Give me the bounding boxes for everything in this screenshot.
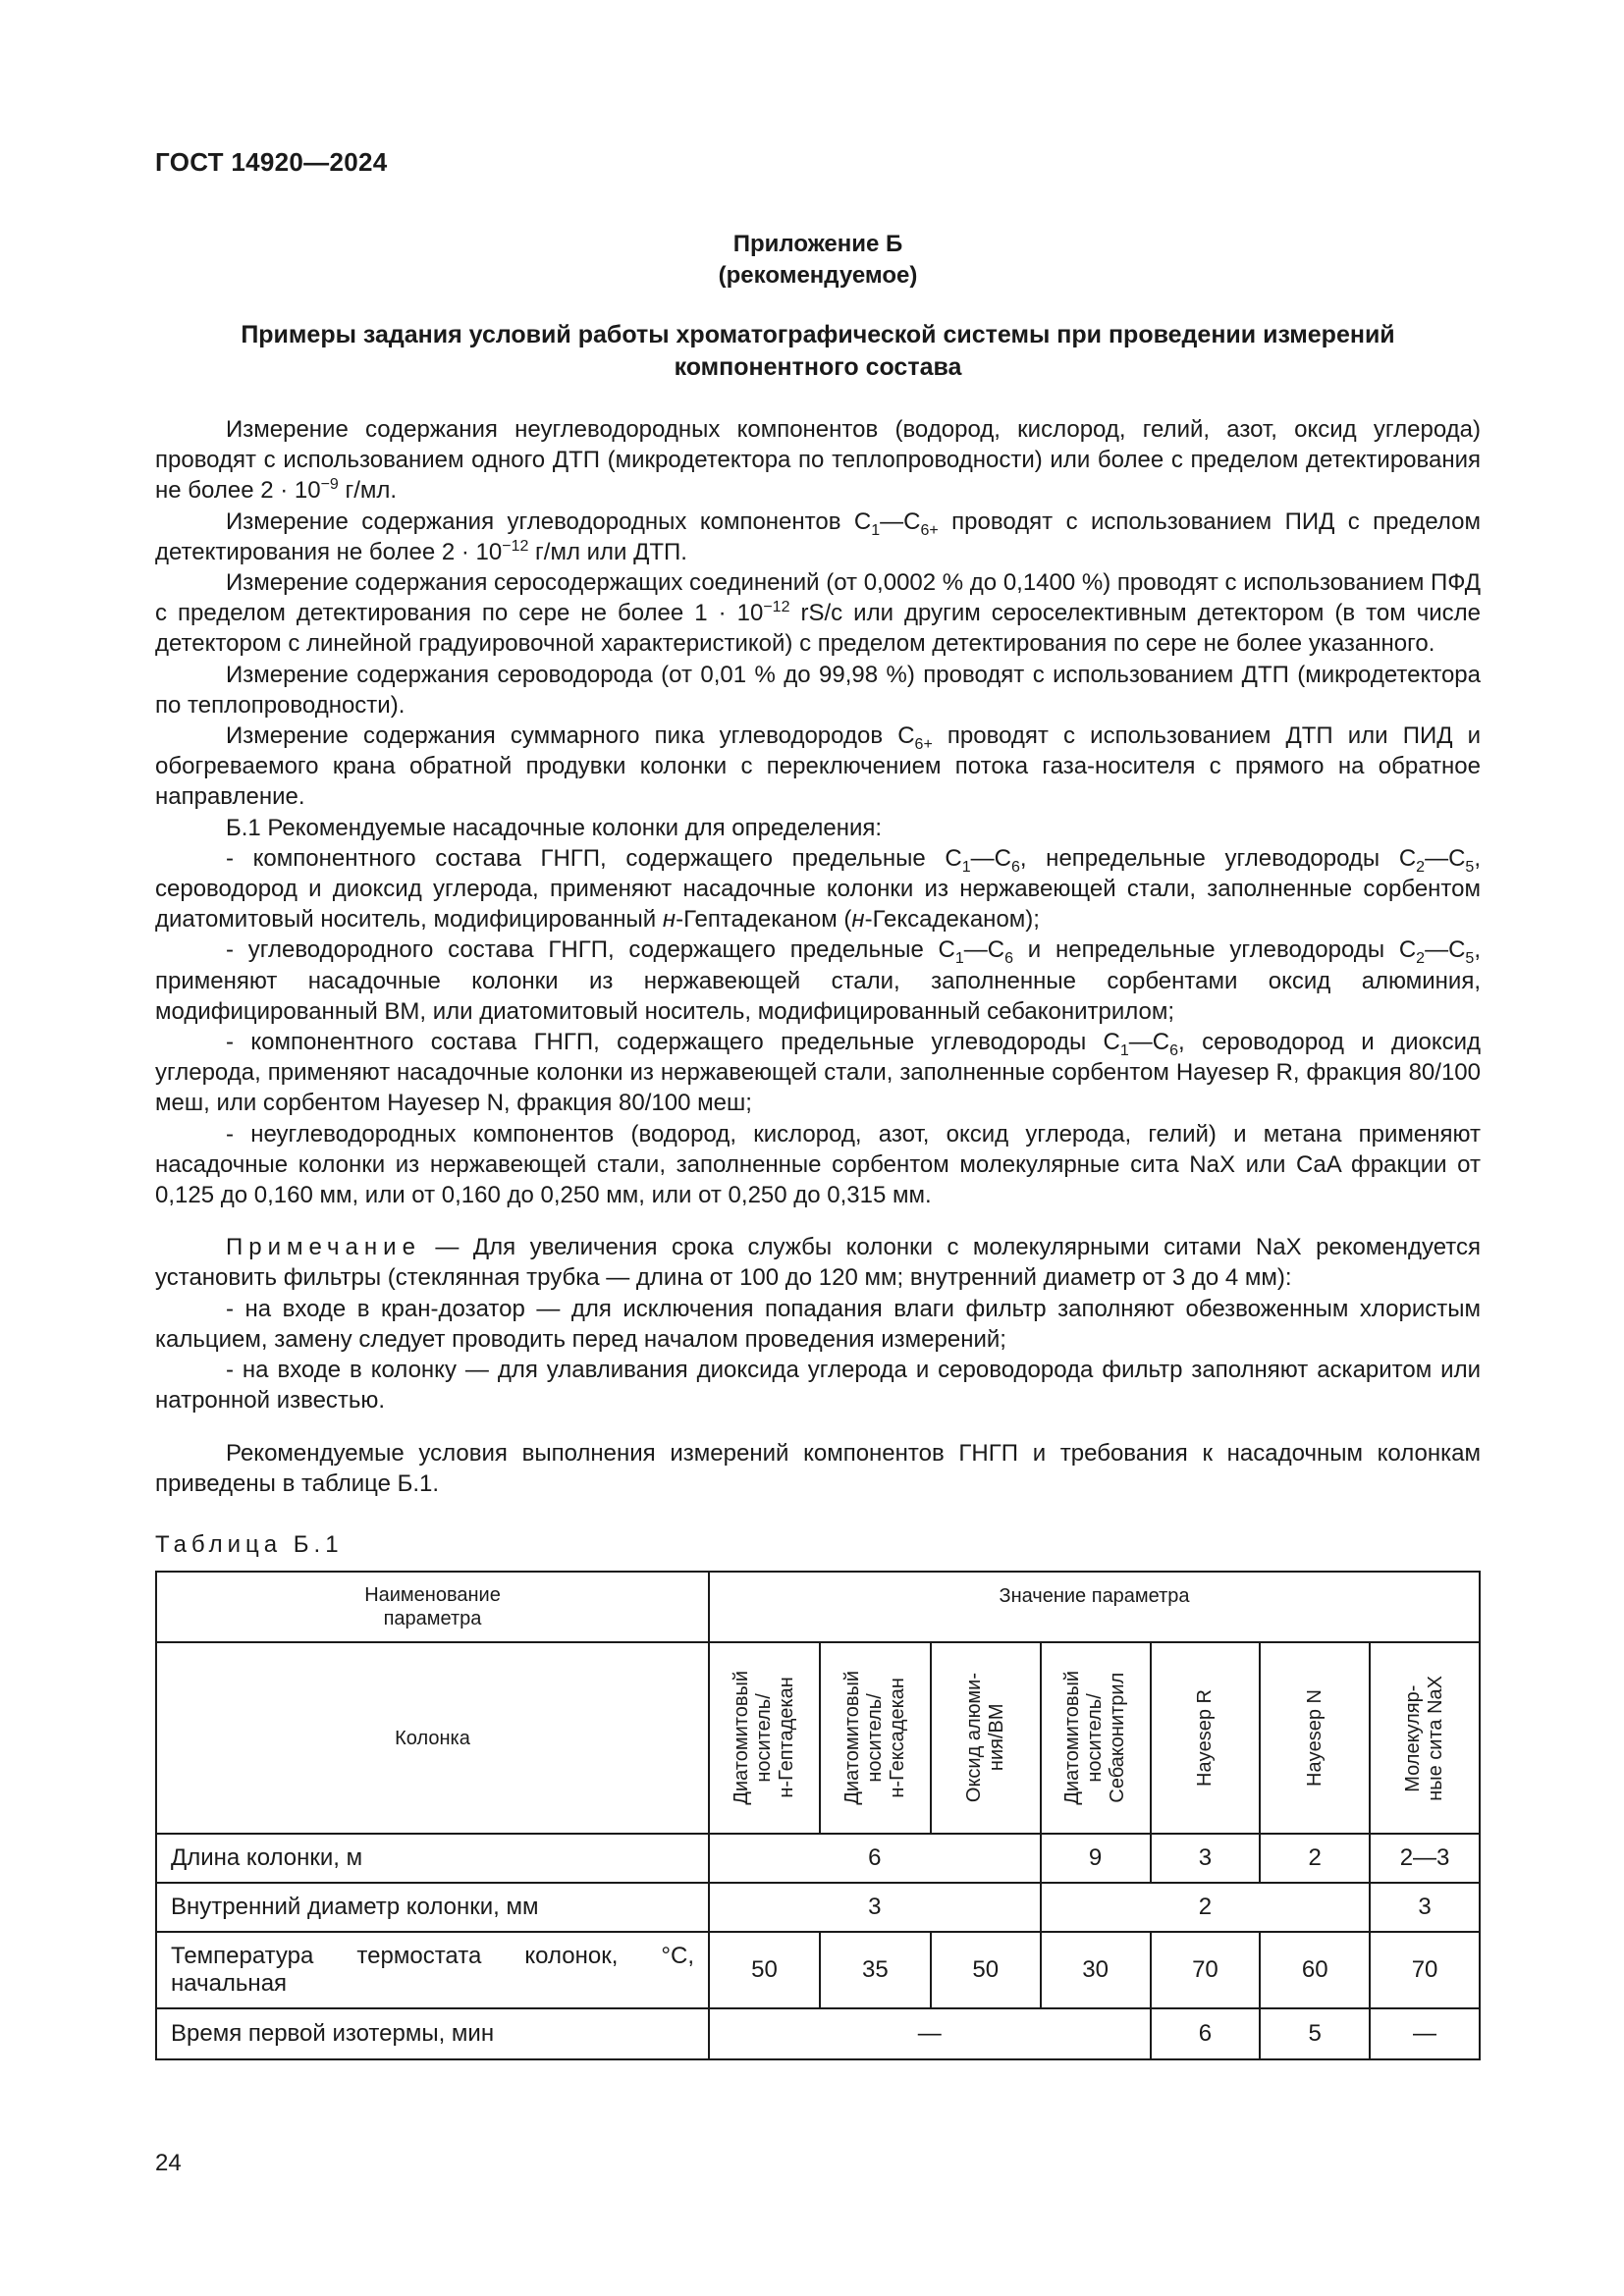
column-header: Молекуляр- ные сита NaX <box>1370 1642 1480 1834</box>
row-label: Внутренний диаметр колонки, мм <box>156 1883 709 1932</box>
cell: 3 <box>1370 1883 1480 1932</box>
paragraph: Измерение содержания суммарного пика углеводородов $С_{6+}$ проводят с использованием ДТП или ПИД и обогреваемого крана обратной продувки колонки с переключением потока газа-носителя с прямого на обратное направление. <box>155 722 1482 811</box>
cell: 3 <box>1151 1834 1261 1883</box>
row-label: Температура термостата колонок, °С, начальная <box>156 1932 709 2008</box>
paragraph: Измерение содержания серосодержащих соединений (от 0,0002 % до 0,1400 %) проводят с использованием ПФД с пределом детектирования по сере не более $1 \cdot 10^{-12}$ rS/c или другим сероселективным детектором (в том числе детектором с линейной градуировочной характеристикой) с пределом детектирования по сере не более указанного. <box>155 569 1481 658</box>
cell: 2—3 <box>1370 1834 1480 1883</box>
cell: 60 <box>1260 1932 1370 2008</box>
section-title <box>155 319 1481 384</box>
column-header: Hayesep R <box>1151 1642 1261 1834</box>
cell: 50 <box>709 1932 820 2008</box>
paragraph: Измерение содержания углеводородных компонентов $С_1—С_{6+}$ проводят с использованием ПИД с пределом детектирования не более $2 \cdot 10^{-12}$ г/мл или ДТП. <box>155 507 1482 565</box>
header-column: Колонка <box>156 1642 709 1834</box>
list-item: - компонентного состава ГНГП, содержащего предельные углеводороды $С_1—С_6$, сероводород и диоксид углерода, применяют насадочные колонки из нержавеющей стали, заполненные сорбентом Hayesep R, фракция 80/100 меш, или сорбентом Hayesep N, фракция 80/100 меш; <box>155 1029 1481 1117</box>
cell: 5 <box>1260 2008 1370 2059</box>
cell: 70 <box>1151 1932 1261 2008</box>
table-row <box>156 1834 1480 1883</box>
table-columns-row <box>156 1642 1480 1834</box>
note-label: Примечание <box>226 1234 421 1261</box>
column-header: Диатомитовый носитель/ Себаконитрил <box>1041 1642 1151 1834</box>
table-caption: Таблица Б.1 <box>155 1531 344 1558</box>
paragraph: Рекомендуемые условия выполнения измерений компонентов ГНГП и требования к насадочным колонкам приведены в таблице Б.1. <box>155 1439 1481 1497</box>
list-item: - неуглеводородных компонентов (водород, кислород, азот, оксид углерода, гелий) и метана применяют насадочные колонки из нержавеющей стали, заполненные сорбентом молекулярные сита NaX или CaA фракции от 0,125 до 0,160 мм, или от 0,160 до 0,250 мм, или от 0,250 до 0,315 мм. <box>155 1120 1481 1209</box>
table-row <box>156 2008 1480 2059</box>
list-item: - компонентного состава ГНГП, содержащего предельные $С_1—С_6$, непредельные углеводороды $С_2—С_5$, сероводород и диоксид углерода, применяют насадочные колонки из нержавеющей стали, заполненные сорбентом диатомитовый носитель, модифицированный н-Гептадеканом (н-Гексадеканом); <box>155 844 1481 934</box>
note-list-item: - на входе в кран-дозатор — для исключения попадания влаги фильтр заполняют обезвоженным хлористым кальцием, замену следует проводить перед началом проведения измерений; <box>155 1295 1481 1353</box>
cell: 6 <box>1151 2008 1261 2059</box>
cell: 2 <box>1041 1883 1370 1932</box>
parameters-table <box>155 1571 1481 2060</box>
appendix-status: (рекомендуемое) <box>718 262 918 289</box>
cell: 6 <box>709 1834 1041 1883</box>
cell: 70 <box>1370 1932 1480 2008</box>
paragraph: Измерение содержания неуглеводородных компонентов (водород, кислород, гелий, азот, оксид углерода) проводят с использованием одного ДТП (микродетектора по теплопроводности) или более с пределом детектирования не более $2 \cdot 10^{-9}$ г/мл. <box>155 416 1481 505</box>
header-parameter-name: Наименование параметра <box>156 1572 709 1642</box>
note-list-item: - на входе в колонку — для улавливания диоксида углерода и сероводорода фильтр заполняют аскаритом или натронной известью. <box>155 1357 1481 1415</box>
section-title-line2: компонентного состава <box>674 353 962 381</box>
cell: — <box>709 2008 1151 2059</box>
appendix-title: Приложение Б <box>732 231 903 257</box>
clause-b1: Б.1 Рекомендуемые насадочные колонки для определения: <box>226 814 883 841</box>
cell: 3 <box>709 1883 1041 1932</box>
paragraph: Измерение содержания сероводорода (от 0,01 % до 99,98 %) проводят с использованием ДТП (микродетектора по теплопроводности). <box>155 661 1481 719</box>
table-row <box>156 1932 1480 2008</box>
page-number: 24 <box>155 2150 182 2176</box>
column-header: Диатомитовый носитель/ н-Гептадекан <box>709 1642 820 1834</box>
note: Примечание — Для увеличения срока службы колонки с молекулярными ситами NaX рекомендуется установить фильтры (стеклянная трубка — длина от 100 до 120 мм; внутренний диаметр от 3 до 4 мм): <box>155 1234 1481 1292</box>
column-header: Hayesep N <box>1260 1642 1370 1834</box>
column-header: Оксид алюми- ния/ВМ <box>931 1642 1041 1834</box>
header-parameter-value: Значение параметра <box>709 1572 1480 1642</box>
cell: 2 <box>1260 1834 1370 1883</box>
cell: 30 <box>1041 1932 1151 2008</box>
cell: 9 <box>1041 1834 1151 1883</box>
column-header: Диатомитовый носитель/ н-Гексадекан <box>820 1642 931 1834</box>
cell: 35 <box>820 1932 931 2008</box>
table-header-row <box>156 1572 1480 1642</box>
table-row <box>156 1883 1480 1932</box>
cell: 50 <box>931 1932 1041 2008</box>
appendix-heading <box>155 229 1481 292</box>
section-title-line1: Примеры задания условий работы хроматографической системы при проведении измерений <box>241 321 1395 348</box>
document-id: ГОСТ 14920—2024 <box>155 147 388 177</box>
cell: — <box>1370 2008 1480 2059</box>
body-text <box>155 414 1481 1499</box>
row-label: Время первой изотермы, мин <box>156 2008 709 2059</box>
row-label: Длина колонки, м <box>156 1834 709 1883</box>
list-item: - углеводородного состава ГНГП, содержащего предельные $С_1—С_6$ и непредельные углеводороды $С_2—С_5$, применяют насадочные колонки из нержавеющей стали, заполненные сорбентами оксид алюминия, модифицированный ВМ, или диатомитовый носитель, модифицированный себаконитрилом; <box>155 936 1481 1025</box>
